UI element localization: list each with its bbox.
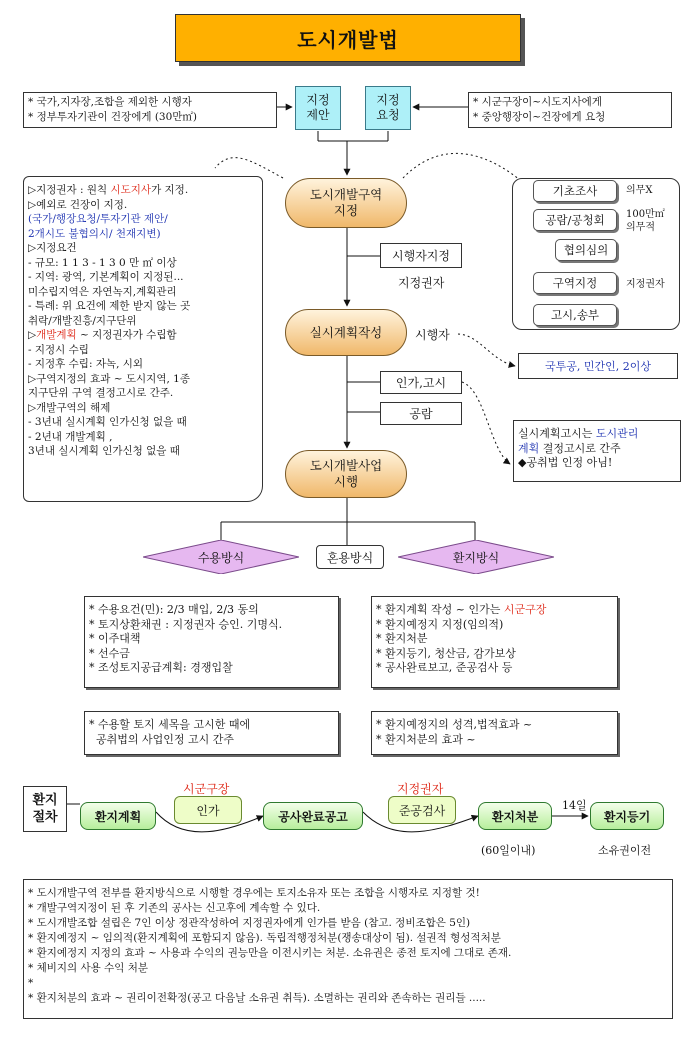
plan-notice-note: 실시계획고시는 도시관리 계획 결정고시로 간주 ◆공취법 인정 아님! — [513, 420, 681, 482]
implementer-designation-box: 시행자지정 — [380, 243, 462, 268]
step-replotting-plan: 환지계획 — [80, 802, 156, 830]
project-execution-node: 도시개발사업 시행 — [285, 450, 407, 498]
implementer-label: 시행자 — [415, 328, 450, 342]
step-consultation: 협의심의 — [555, 239, 617, 261]
replotting-details: * 환지계획 작성 ~ 인가는 시군구장 * 환지예정지 지정(임의적) * 환지처분 * 환지등기, 청산금, 감가보상 * 공사완료보고, 준공검사 등 — [371, 596, 618, 688]
top-right-note: * 시군구장이~시도지사에게 * 중앙행장이~건장에게 요청 — [468, 92, 672, 128]
replotting-method-diamond: 환지방식 — [398, 540, 554, 574]
step-basic-survey-note: 의무X — [626, 185, 653, 196]
step-zone-designation-note: 지정권자 — [626, 279, 665, 290]
step-notice: 고시,송부 — [533, 304, 617, 326]
implementation-plan-node: 실시계획작성 — [285, 309, 407, 356]
implementer-types-box: 국투공, 민간인, 2이상 — [518, 353, 678, 379]
expropriation-details: * 수용요건(민): 2/3 매입, 2/3 동의 * 토지상환채권 : 지정권자 승인. 기명식. * 이주대책 * 선수금 * 조성토지공급계획: 경쟁입찰 — [84, 596, 339, 688]
step-public-hearing: 공람/공청회 — [533, 209, 617, 231]
step-zone-designation: 구역지정 — [533, 272, 617, 294]
ownership-transfer-label: 소유권이전 — [598, 844, 652, 857]
designation-rules-panel: ▷지정권자 : 원칙 시도지사가 지정. ▷예외로 건장이 지정. (국가/행장요청/투자기관 제안/ 2개시도 불협의시/ 천재지변) ▷지정요건 - 규모: 1 1 3 - 1 3 0 만 ㎡ 이상 - 지역: 광역, 기본계획이 지정된... 미수립지역은 자연녹지,계획관리 - 특례: 위 요건에 제한 받지 않는 곳 취락/개발진흥/지구단위 ▷개발계획 ~ 지정권자가 수립함 - 지정시 수립 - 지정후 수립: 자녹, 시외 ▷구역지정의 효과 ~ 도시지역, 1종 지구단위 구역 결정고시로 간주. ▷개발구역의 해제 - 3년내 실시계획 인가신청 없을 때 - 2년내 개발계획 , 3년내 실시계획 인가신청 없을 때 — [23, 176, 263, 502]
within-days-label: (60일이내) — [481, 844, 536, 857]
procedure-label: 환지 절차 — [23, 786, 67, 832]
step-basic-survey: 기초조사 — [533, 180, 617, 202]
request-box: 지정 요청 — [365, 86, 411, 130]
proposal-box: 지정 제안 — [295, 86, 341, 130]
public-inspection-box: 공람 — [380, 402, 462, 425]
step-replotting-disposition: 환지처분 — [478, 802, 552, 830]
expropriation-note: * 수용할 토지 세목을 고시한 때에 공취법의 사업인정 고시 간주 — [84, 711, 339, 755]
page-title: 도시개발법 — [175, 14, 521, 62]
designator-label: 지정권자 — [398, 276, 445, 290]
step-replotting-registration: 환지등기 — [590, 802, 664, 830]
replotting-note: * 환지예정지의 성격,법적효과 ~ * 환지처분의 효과 ~ — [371, 711, 618, 755]
step-approval: 인가 — [174, 796, 242, 824]
zone-designation-node: 도시개발구역 지정 — [285, 178, 407, 228]
authority-municipal: 시군구장 — [183, 782, 230, 796]
step-public-hearing-note: 100만㎡ 의무적 — [626, 209, 665, 233]
bottom-notes: * 도시개발구역 전부를 환지방식으로 시행할 경우에는 토지소유자 또는 조합을 시행자로 지정할 것! * 개발구역지정이 된 후 기존의 공사는 신고후에 계속할 수 있다. * 도시개발조합 설립은 7인 이상 정관작성하여 지정권자에게 인가를 받음 (참고. 정비조합은 5인) * 환지예정지 ~ 임의적(환지계획에 포함되지 않음). 독립적행정처분(쟁송대상이 됨). 설권적 형성적처분 * 환지예정지 지정의 효과 ~ 사용과 수익의 권능만을 이전시키는 처분. 소유권은 종전 토지에 그대로 존재. * 체비지의 사용 수익 처분 * * 환지처분의 효과 ~ 권리이전확정(공고 다음날 소유권 취득). 소멸하는 권리와 존속하는 권리들 ..... — [23, 879, 673, 1019]
days-label: 14일 — [562, 799, 587, 812]
authority-designator: 지정권자 — [397, 782, 444, 796]
approval-notice-box: 인가,고시 — [380, 371, 462, 394]
step-inspection: 준공검사 — [388, 796, 456, 824]
mixed-method-box: 혼용방식 — [316, 545, 384, 569]
top-left-note: * 국가,지자장,조합을 제외한 시행자 * 정부투자기관이 건장에게 (30만㎡) — [23, 92, 277, 128]
expropriation-method-diamond: 수용방식 — [143, 540, 299, 574]
step-completion-notice: 공사완료공고 — [263, 802, 363, 830]
